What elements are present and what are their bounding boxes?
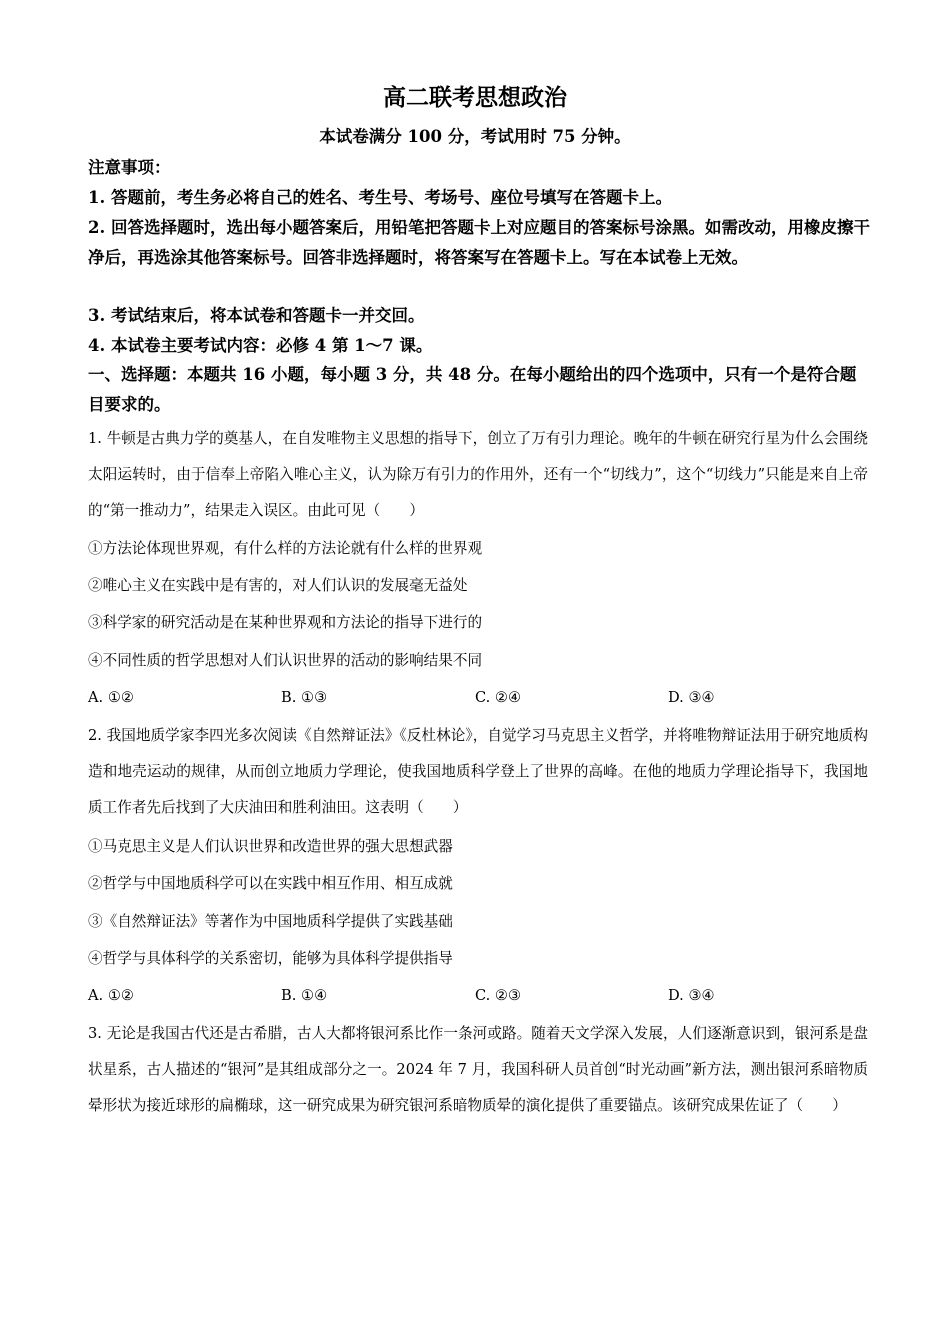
question-2-choice-a: A. ①② bbox=[88, 987, 134, 1004]
question-2-option-2: ②哲学与中国地质科学可以在实践中相互作用、相互成就 bbox=[88, 875, 453, 892]
question-1-choices bbox=[88, 684, 868, 712]
exam-subtitle: 本试卷满分 100 分，考试用时 75 分钟。 bbox=[319, 127, 631, 146]
exam-title: 高二联考思想政治 bbox=[383, 84, 567, 111]
notes-heading: 注意事项： bbox=[88, 158, 171, 177]
question-1-option-3: ③科学家的研究活动是在某种世界观和方法论的指导下进行的 bbox=[88, 614, 483, 631]
question-2-choice-b: B. ①④ bbox=[281, 987, 328, 1004]
question-2-choices bbox=[88, 982, 868, 1010]
question-2-option-1: ①马克思主义是人们认识世界和改造世界的强大思想武器 bbox=[88, 838, 453, 855]
question-2-choice-d: D. ③④ bbox=[668, 987, 715, 1004]
note-item-1: 1. 答题前，考生务必将自己的姓名、考生号、考场号、座位号填写在答题卡上。 bbox=[88, 188, 672, 207]
question-2-choice-c: C. ②③ bbox=[475, 987, 522, 1004]
question-3-stem: 3. 无论是我国古代还是古希腊，古人大都将银河系比作一条河或路。随着天文学深入发展，人们逐渐意识到，银河系是盘状星系，古人描述的“银河”是其组成部分之一。2024 年 7 月，我国科研人员首创“时光动画”新方法，测出银河系暗物质晕形状为接近球形的扁椭球，这一研究成果为研究银河系暗物质晕的演化提供了重要锚点。该研究成果佐证了（ ） bbox=[88, 1025, 868, 1114]
question-2-option-4: ④哲学与具体科学的关系密切，能够为具体科学提供指导 bbox=[88, 950, 453, 967]
question-1-choice-b: B. ①③ bbox=[281, 689, 328, 706]
question-1-choice-a: A. ①② bbox=[88, 689, 134, 706]
question-1-option-2: ②唯心主义在实践中是有害的，对人们认识的发展毫无益处 bbox=[88, 577, 468, 594]
note-item-2: 2. 回答选择题时，选出每小题答案后，用铅笔把答题卡上对应题目的答案标号涂黑。如需改动，用橡皮擦干净后，再选涂其他答案标号。回答非选择题时，将答案写在答题卡上。写在本试卷上无效。 bbox=[88, 218, 870, 267]
section-heading-choice: 一、选择题：本题共 16 小题，每小题 3 分，共 48 分。在每小题给出的四个选项中，只有一个是符合题目要求的。 bbox=[88, 365, 857, 414]
question-1-option-4: ④不同性质的哲学思想对人们认识世界的活动的影响结果不同 bbox=[88, 652, 483, 669]
question-1-option-1: ①方法论体现世界观，有什么样的方法论就有什么样的世界观 bbox=[88, 540, 483, 557]
question-2-option-3: ③《自然辩证法》等著作为中国地质科学提供了实践基础 bbox=[88, 913, 453, 930]
question-1-choice-d: D. ③④ bbox=[668, 689, 715, 706]
question-2-stem: 2. 我国地质学家李四光多次阅读《自然辩证法》《反杜林论》，自觉学习马克思主义哲学，并将唯物辩证法用于研究地质构造和地壳运动的规律，从而创立地质力学理论，使我国地质科学登上了世界的高峰。在他的地质力学理论指导下，我国地质工作者先后找到了大庆油田和胜利油田。这表明（ ） bbox=[88, 727, 868, 816]
question-1-choice-c: C. ②④ bbox=[475, 689, 522, 706]
note-item-3: 3. 考试结束后，将本试卷和答题卡一并交回。 bbox=[88, 306, 425, 325]
note-item-4: 4. 本试卷主要考试内容：必修 4 第 1～7 课。 bbox=[88, 336, 433, 355]
question-1-stem: 1. 牛顿是古典力学的奠基人，在自发唯物主义思想的指导下，创立了万有引力理论。晚年的牛顿在研究行星为什么会围绕太阳运转时，由于信奉上帝陷入唯心主义，认为除万有引力的作用外，还有一个“切线力”，这个“切线力”只能是来自上帝的“第一推动力”，结果走入误区。由此可见（ ） bbox=[88, 430, 868, 519]
